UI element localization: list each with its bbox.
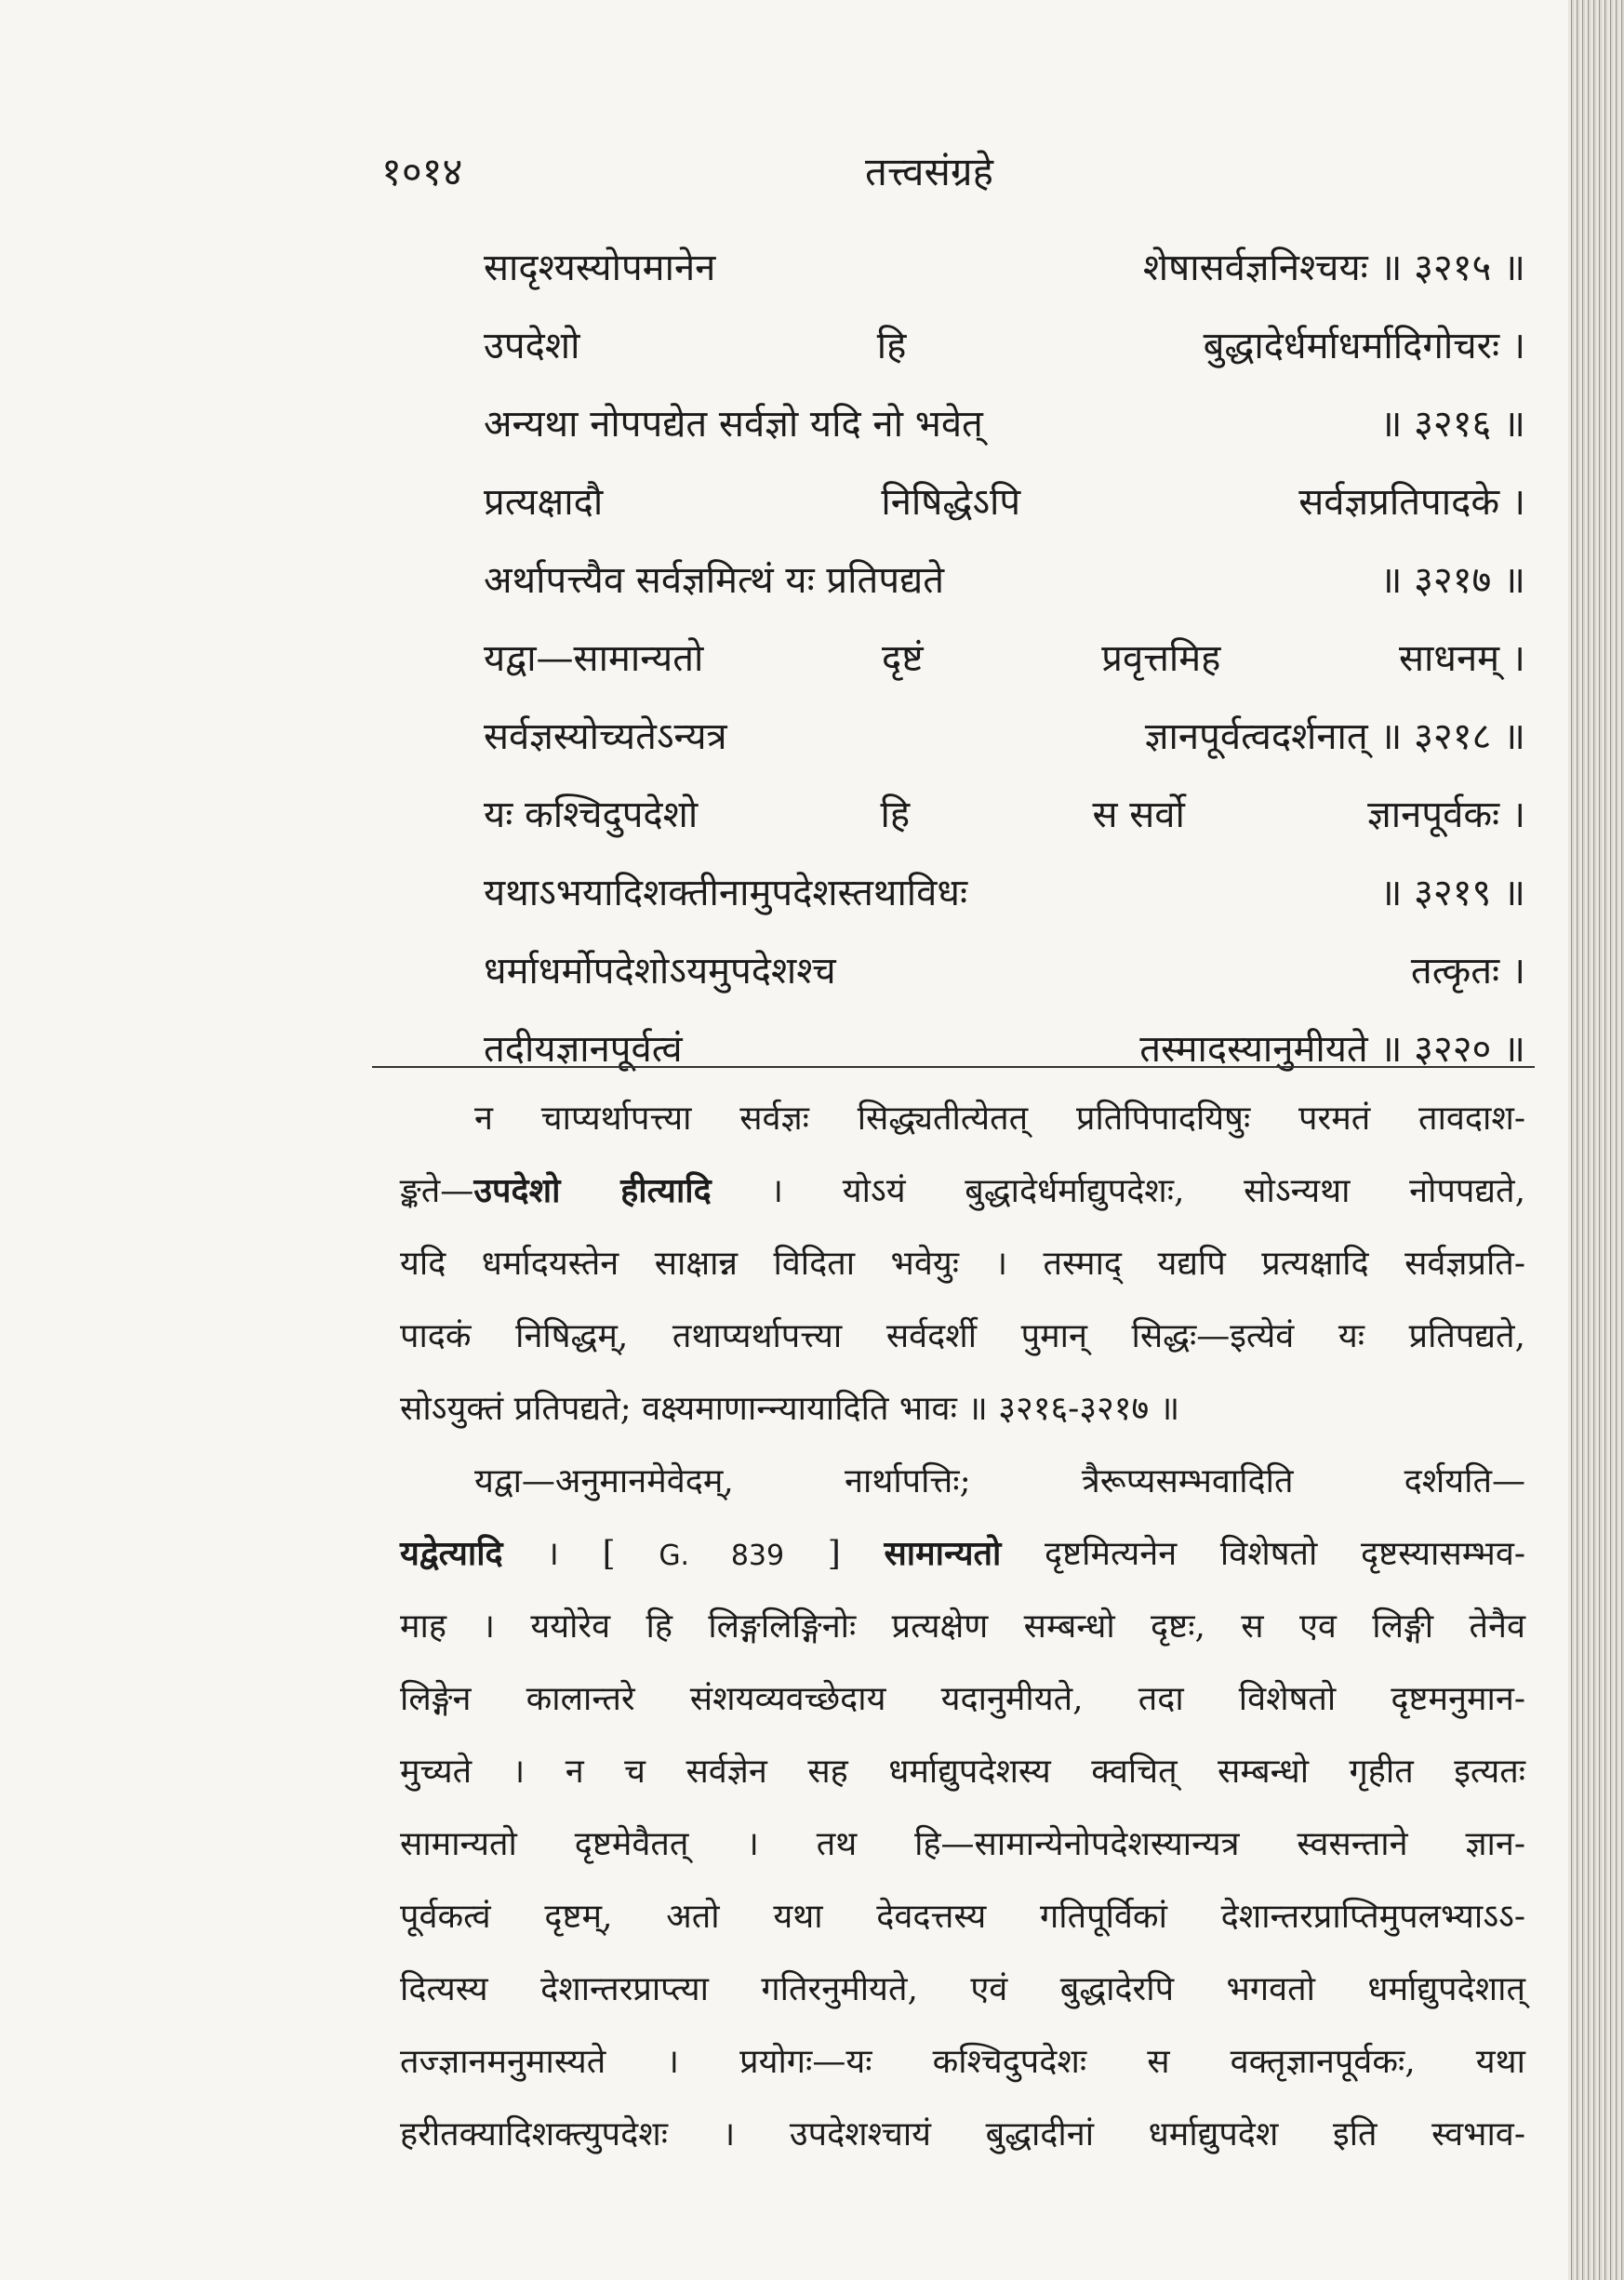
verse-text: हि [876, 325, 907, 367]
verse-number: ॥ ३२१९ ॥ [1379, 872, 1525, 914]
page-header [381, 144, 1479, 209]
commentary-block [400, 1094, 1525, 2182]
commentary-line: सामान्यतो दृष्टमेवैतत् । तथ हि—सामान्येनोपदेशस्यान्यत्र स्वसन्ताने ज्ञान- [400, 1825, 1525, 1863]
verse-line [484, 240, 1525, 318]
verse-text: तत्कृतः । [1410, 950, 1525, 993]
verse-text: अर्थापत्त्यैव सर्वज्ञमित्थं यः प्रतिपद्यते [484, 559, 945, 602]
lemma: सामान्यतो [884, 1534, 1002, 1573]
verse-text: ज्ञानपूर्वत्वदर्शनात् ॥ ३२१८ ॥ [1144, 715, 1525, 758]
commentary-line: पादकं निषिद्धम्, तथाप्यर्थापत्त्या सर्वदर्शी पुमान् सिद्धः—इत्येवं यः प्रतिपद्यते, [400, 1317, 1525, 1355]
commentary-line: यदि धर्मादयस्तेन साक्षान्न विदिता भवेयुः । तस्माद् यद्यपि प्रत्यक्षादि सर्वज्ञप्रति- [400, 1245, 1525, 1283]
commentary-line: पूर्वकत्वं दृष्टम्, अतो यथा देवदत्तस्य गतिपूर्विकां देशान्तरप्राप्तिमुपलभ्याऽऽ- [400, 1898, 1525, 1936]
lemma: यद्वेत्यादि [400, 1534, 503, 1573]
verse-line [484, 553, 1525, 631]
edition-reference: G. 839 [659, 1540, 785, 1572]
verse-text: सर्वज्ञप्रतिपादके । [1298, 481, 1525, 524]
verse-text: यः कश्चिदुपदेशो [484, 793, 699, 836]
verse-line [484, 1021, 1525, 1100]
verse-text: ज्ञानपूर्वकः । [1367, 793, 1525, 836]
commentary-line: तज्ज्ञानमनुमास्यते । प्रयोगः—यः कश्चिदुपदेशः स वक्तृज्ञानपूर्वकः, यथा [400, 2043, 1525, 2081]
verse-text: उपदेशो [484, 325, 580, 367]
commentary-line: लिङ्गेन कालान्तरे संशयव्यवच्छेदाय यदानुमीयते, तदा विशेषतो दृष्टमनुमान- [400, 1680, 1525, 1718]
verse-line [484, 396, 1525, 474]
verse-text: तस्मादस्यानुमीयते ॥ ३२२० ॥ [1139, 1028, 1525, 1071]
verse-line [484, 865, 1525, 943]
commentary-line: सोऽयुक्तं प्रतिपद्यते; वक्ष्यमाणान्न्यायादिति भावः ॥ ३२१६-३२१७ ॥ [400, 1390, 1180, 1428]
verse-text: हि [880, 793, 911, 836]
verse-line [484, 318, 1525, 396]
verse-text: अन्यथा नोपपद्येत सर्वज्ञो यदि नो भवेत् [484, 403, 983, 446]
verse-line [484, 787, 1525, 865]
commentary-line: माह । ययोरेव हि लिङ्गलिङ्गिनोः प्रत्यक्षेण सम्बन्धो दृष्टः, स एव लिङ्गी तेनैव [400, 1607, 1525, 1646]
commentary-line: यद्वेत्यादि । [ G. 839 ] सामान्यतो दृष्टमित्यनेन विशेषतो दृष्टस्यासम्भव- [400, 1534, 1525, 1573]
verse-text: स सर्वो [1092, 793, 1185, 836]
commentary-line: हरीतक्यादिशक्त्युपदेशः । उपदेशश्चायं बुद्धादीनां धर्माद्युपदेश इति स्वभाव- [400, 2115, 1525, 2153]
verse-text: शेषासर्वज्ञनिश्चयः ॥ ३२१५ ॥ [1142, 247, 1525, 289]
commentary-line: न चाप्यर्थापत्त्या सर्वज्ञः सिद्ध्यतीत्येतत् प्रतिपिपादयिषुः परमतं तावदाश- [474, 1100, 1525, 1138]
verse-number: ॥ ३२१६ ॥ [1379, 403, 1525, 446]
verse-text: साधनम् । [1398, 637, 1525, 680]
verse-text: सादृश्यस्योपमानेन [484, 247, 716, 289]
verse-text: प्रवृत्तमिह [1101, 637, 1221, 680]
commentary-line: ङ्कते—उपदेशो हीत्यादि । योऽयं बुद्धादेर्धर्माद्युपदेशः, सोऽन्यथा नोपपद्यते, [400, 1171, 1526, 1210]
verse-number: ॥ ३२१७ ॥ [1379, 559, 1525, 602]
commentary-line: यद्वा—अनुमानमेवेदम्, नार्थापत्तिः; त्रैरूप्यसम्भवादिति दर्शयति— [474, 1462, 1525, 1500]
verse-line [484, 943, 1525, 1021]
verse-line [484, 474, 1525, 553]
verse-text: यथाऽभयादिशक्तीनामुपदेशस्तथाविधः [484, 872, 968, 914]
verse-text: यद्वा—सामान्यतो [484, 637, 704, 680]
verse-text: प्रत्यक्षादौ [484, 481, 604, 524]
page-edge [1568, 0, 1624, 2280]
verse-line [484, 631, 1525, 709]
lemma: उपदेशो हीत्यादि [473, 1171, 712, 1210]
verse-text: दृष्टं [882, 637, 924, 680]
running-title: तत्त्वसंग्रहे [865, 149, 993, 194]
verse-block [484, 240, 1525, 1100]
verse-text: तदीयज्ञानपूर्वत्वं [484, 1028, 683, 1071]
divider-rule [372, 1066, 1535, 1068]
verse-line [484, 709, 1525, 787]
commentary-line: मुच्यते । न च सर्वज्ञेन सह धर्माद्युपदेशस्य क्वचित् सम्बन्धो गृहीत इत्यतः [400, 1753, 1525, 1791]
page-number: १०१४ [381, 149, 463, 194]
commentary-line: दित्यस्य देशान्तरप्राप्त्या गतिरनुमीयते, एवं बुद्धादेरपि भगवतो धर्माद्युपदेशात् [400, 1970, 1525, 2008]
verse-text: सर्वज्ञस्योच्यतेऽन्यत्र [484, 715, 727, 758]
verse-text: बुद्धादेर्धर्माधर्मादिगोचरः । [1203, 325, 1525, 367]
verse-text: निषिद्धेऽपि [881, 481, 1021, 524]
verse-text: धर्माधर्मोपदेशोऽयमुपदेशश्च [484, 950, 836, 993]
